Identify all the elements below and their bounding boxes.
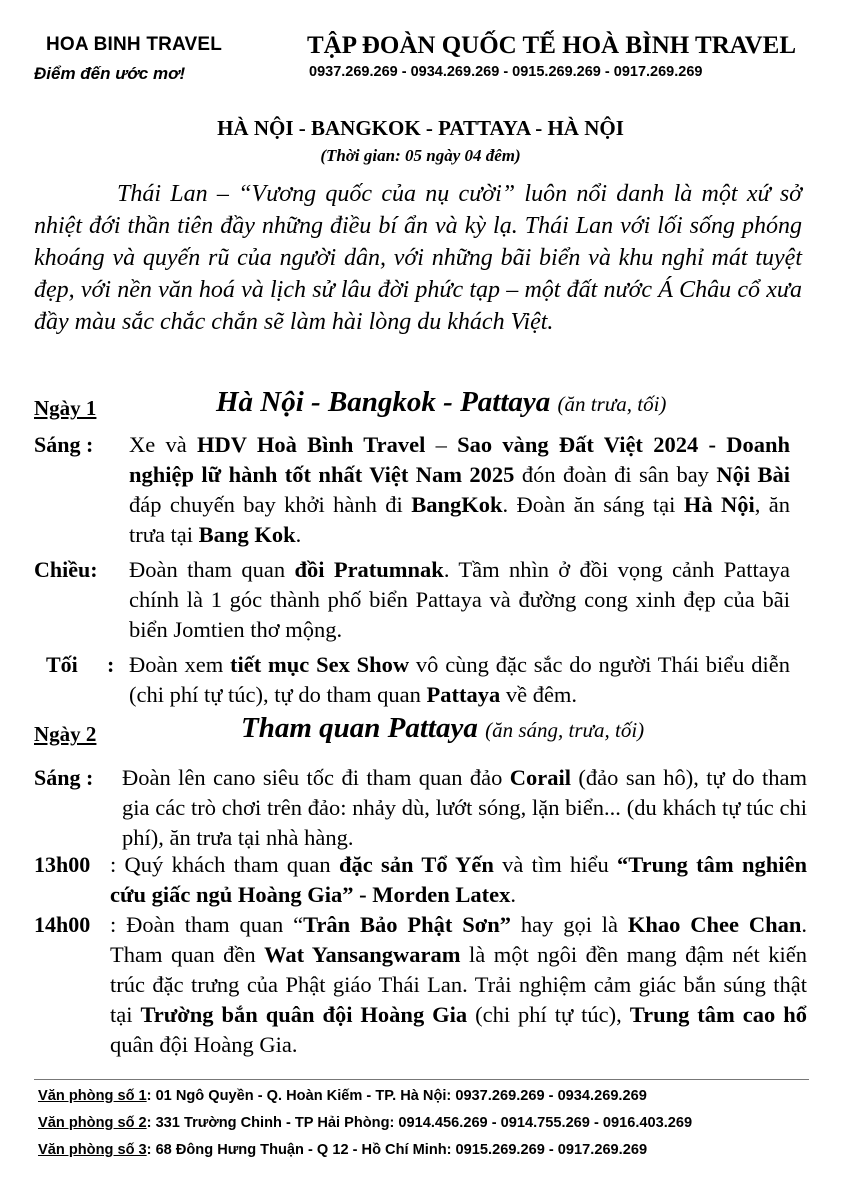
day1-evening-colon: : [107, 652, 115, 677]
day2-13h-label: 13h00 [34, 852, 91, 877]
tour-duration: (Thời gian: 05 ngày 04 đêm) [320, 146, 521, 165]
hotline-numbers: 0937.269.269 - 0934.269.269 - 0915.269.269 - 0917.269.269 [309, 64, 703, 80]
day1-title: Hà Nội - Bangkok - Pattaya [216, 386, 551, 418]
brand-slogan: Điểm đến ước mơ! [34, 64, 186, 83]
day1-afternoon-label: Chiều: [34, 557, 98, 582]
day1-evening-text: Đoàn xem tiết mục Sex Show vô cùng đặc sắc do người Thái biểu diễn (chi phí tự túc), tự do tham quan Pattaya về đêm. [129, 652, 790, 707]
day1-evening-label: Tối [46, 652, 78, 677]
office-3: Văn phòng số 3: 68 Đông Hưng Thuận - Q 12 - Hồ Chí Minh: 0915.269.269 - 0917.269.269 [38, 1142, 648, 1158]
day1-meals: (ăn trưa, tối) [557, 392, 667, 416]
day2-meals: (ăn sáng, trưa, tối) [485, 718, 645, 742]
tour-intro: Thái Lan – “Vương quốc của nụ cười” luôn nổi danh là một xứ sở nhiệt đới thần tiên đầy những điều bí ẩn và kỳ lạ. Thái Lan với lối sống phóng khoáng và quyến rũ của người dân, với những bãi biển và khu nghỉ mát tuyệt đẹp, với nền văn hoá và lịch sử lâu đời phức tạp – một đất nước Á Châu cổ xưa đầy màu sắc chắc chắn sẽ làm hài lòng du khách Việt. [34, 181, 802, 335]
day2-13h-text: : Quý khách tham quan đặc sản Tổ Yến và tìm hiểu “Trung tâm nghiên cứu giấc ngủ Hoàng Gia” - Morden Latex. [110, 852, 807, 907]
day2-14h-label: 14h00 [34, 912, 91, 937]
day2-14h-text: : Đoàn tham quan “Trân Bảo Phật Sơn” hay gọi là Khao Chee Chan. Tham quan đền Wat Yansangwaram là một ngôi đền mang đậm nét kiến trúc đặc trưng của Phật giáo Thái Lan. Trải nghiệm cảm giác bắn súng thật tại Trường bắn quân đội Hoàng Gia (chi phí tự túc), Trung tâm cao hổ quân đội Hoàng Gia. [110, 912, 807, 1057]
office-1: Văn phòng số 1: 01 Ngô Quyền - Q. Hoàn Kiếm - TP. Hà Nội: 0937.269.269 - 0934.269.269 [38, 1088, 647, 1104]
day2-morning-label: Sáng : [34, 765, 94, 790]
day1-morning-text: Xe và HDV Hoà Bình Travel – Sao vàng Đất Việt 2024 - Doanh nghiệp lữ hành tốt nhất Việt Nam 2025 đón đoàn đi sân bay Nội Bài đáp chuyến bay khởi hành đi BangKok. Đoàn ăn sáng tại Hà Nội, ăn trưa tại Bang Kok. [129, 432, 791, 547]
footer-divider [34, 1079, 809, 1080]
office-2: Văn phòng số 2: 331 Trường Chinh - TP Hải Phòng: 0914.456.269 - 0914.755.269 - 0916.403.269 [38, 1115, 693, 1131]
day1-label: Ngày 1 [34, 396, 97, 420]
brand-name: HOA BINH TRAVEL [46, 34, 223, 55]
day2-heading [241, 712, 644, 745]
tour-title: HÀ NỘI - BANGKOK - PATTAYA - HÀ NỘI [217, 116, 624, 140]
day2-morning-text: Đoàn lên cano siêu tốc đi tham quan đảo Corail (đảo san hô), tự do tham gia các trò chơi trên đảo: nhảy dù, lướt sóng, lặn biển... (du khách tự túc chi phí), ăn trưa tại nhà hàng. [122, 765, 807, 850]
day2-label: Ngày 2 [34, 722, 97, 746]
day1-afternoon-text: Đoàn tham quan đồi Pratumnak. Tầm nhìn ở đồi vọng cảnh Pattaya chính là 1 góc thành phố biển Pattaya và đường cong xinh đẹp của bãi biển Jomtien thơ mộng. [129, 557, 790, 642]
day1-morning-label: Sáng : [34, 432, 94, 457]
day1-heading [216, 386, 666, 419]
day2-title: Tham quan Pattaya [241, 712, 478, 744]
company-name: TẬP ĐOÀN QUỐC TẾ HOÀ BÌNH TRAVEL [307, 32, 796, 59]
